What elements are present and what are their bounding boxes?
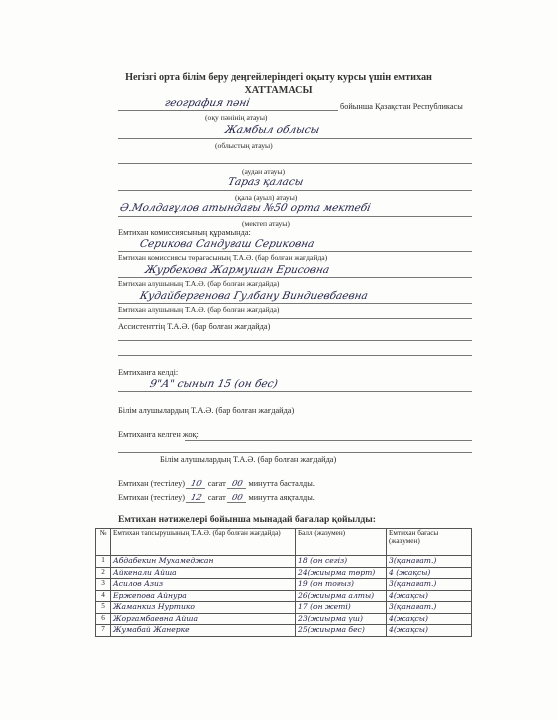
start-hour: 10 <box>186 478 207 489</box>
school-line <box>118 216 472 217</box>
commission-label: Емтихан комиссиясының құрамында: <box>118 228 251 237</box>
examiner-value: Кудайбергенова Гулбану Виндиевбаевна <box>138 290 370 302</box>
region-line <box>118 138 472 139</box>
row-number: 4 <box>96 590 111 602</box>
start-min: 00 <box>227 478 248 489</box>
member-value: Серикова Сандуғаш Сериковна <box>138 238 316 250</box>
col-number: № <box>96 529 111 556</box>
assistant-caption: Ассистенттің Т.А.Ә. (бар болған жағдайда) <box>118 322 271 331</box>
end-min: 00 <box>227 492 248 503</box>
member-line <box>118 251 472 252</box>
chair-line <box>118 277 472 278</box>
row-score: 17 (он жеті) <box>296 602 387 614</box>
chair-caption: Емтихан комиссиясы төрағасының Т.А.Ә. (бар болған жағдайда) <box>118 253 328 262</box>
row-name: Жумабай Жанерке <box>111 625 296 637</box>
col-name: Емтихан тапсырушының Т.А.Ә. (бар болған жағдайда) <box>111 529 296 556</box>
examiner-line <box>118 303 472 304</box>
end-time-line <box>118 492 315 503</box>
start-prefix: Емтихан (тестілеу) <box>118 479 186 488</box>
end-suffix: минутта аяқталды. <box>248 493 315 502</box>
subject-line <box>118 110 338 111</box>
region-value: Жамбыл облысы <box>223 124 321 136</box>
region-caption: (облыстың атауы) <box>215 141 273 150</box>
row-number: 5 <box>96 602 111 614</box>
results-table <box>95 528 472 637</box>
school-caption: (мектеп атауы) <box>242 219 290 228</box>
row-grade: 3(қанағат.) <box>387 579 472 591</box>
row-score: 18 (он сегіз) <box>296 556 387 568</box>
absent-label: Емтиханға келген жоқ: <box>118 430 199 439</box>
row-name: Жаманкиз Нуртико <box>111 602 296 614</box>
row-number: 7 <box>96 625 111 637</box>
row-grade: 4(жақсы) <box>387 625 472 637</box>
row-number: 3 <box>96 579 111 591</box>
arrived-label: Емтиханға келді: <box>118 368 179 377</box>
absent-line-2 <box>118 452 472 453</box>
row-grade: 4(жақсы) <box>387 613 472 625</box>
row-name: Жоргамбаевна Айша <box>111 613 296 625</box>
city-value: Тараз қаласы <box>226 176 305 188</box>
row-number: 6 <box>96 613 111 625</box>
col-grade: Емтихан бағасы (жазумен) <box>387 529 472 556</box>
row-grade: 4 (жақсы) <box>387 567 472 579</box>
city-caption: (қала (ауыл) атауы) <box>235 193 298 202</box>
row-score: 24(жиырма төрт) <box>296 567 387 579</box>
district-caption: (аудан атауы) <box>242 167 286 176</box>
row-name: Абдабекин Мухамеджан <box>111 556 296 568</box>
row-grade: 3(қанағат.) <box>387 602 472 614</box>
row-grade: 4(жақсы) <box>387 590 472 602</box>
row-name: Ержепова Айнура <box>111 590 296 602</box>
start-suffix: минутта басталды. <box>248 479 315 488</box>
table-row <box>96 556 472 568</box>
doc-title-line2: ХАТТАМАСЫ <box>244 85 313 96</box>
absent-caption: Білім алушылардың Т.А.Ә. (бар болған жағдайда) <box>160 455 337 464</box>
results-heading: Емтихан нәтижелері бойынша мынадай бағалар қойылды: <box>118 514 376 525</box>
row-score: 23(жиырма үш) <box>296 613 387 625</box>
start-time-line <box>118 478 315 489</box>
table-row <box>96 567 472 579</box>
row-score: 26(жиырма алты) <box>296 590 387 602</box>
students-caption: Білім алушылардың Т.А.Ә. (бар болған жағдайда) <box>118 406 295 415</box>
table-row <box>96 625 472 637</box>
row-number: 1 <box>96 556 111 568</box>
arrived-line <box>118 391 472 392</box>
end-mid: сағат <box>207 493 226 502</box>
table-row <box>96 602 472 614</box>
district-line <box>118 163 472 164</box>
city-line <box>118 190 472 191</box>
school-value: Ә.Молдағұлов атындағы №50 орта мектебі <box>118 202 372 214</box>
table-row <box>96 613 472 625</box>
arrived-value: 9"А" сынып 15 (он бес) <box>148 378 279 390</box>
absent-line-1 <box>185 440 472 441</box>
subject-value: география пәні <box>163 97 251 109</box>
examiner-caption-2: Емтихан алушының Т.А.Ә. (бар болған жағдайда) <box>118 305 280 314</box>
table-row <box>96 579 472 591</box>
subject-caption: (оқу пәнінің атауы) <box>205 113 268 122</box>
assistant-line-1 <box>118 318 472 319</box>
row-name: Айкенали Айша <box>111 567 296 579</box>
end-prefix: Емтихан (тестілеу) <box>118 493 186 502</box>
col-score: Балл (жазумен) <box>296 529 387 556</box>
table-row <box>96 590 472 602</box>
subject-suffix: бойынша Қазақстан Республикасы <box>340 102 463 111</box>
row-score: 25(жиырма бес) <box>296 625 387 637</box>
assistant-line-3 <box>118 355 472 356</box>
row-number: 2 <box>96 567 111 579</box>
chair-value: Журбекова Жармушан Ерисовна <box>143 264 331 276</box>
row-score: 19 (он тоғыз) <box>296 579 387 591</box>
assistant-line-2 <box>118 340 472 341</box>
examiner-caption: Емтихан алушының Т.А.Ә. (бар болған жағдайда) <box>118 279 280 288</box>
row-grade: 3(қанағат.) <box>387 556 472 568</box>
start-mid: сағат <box>207 479 226 488</box>
doc-title-line1: Негізгі орта білім беру деңгейлеріндегі оқыту курсы үшін емтихан <box>125 72 432 83</box>
end-hour: 12 <box>186 492 207 503</box>
results-header-row <box>96 529 472 556</box>
row-name: Асилов Азиз <box>111 579 296 591</box>
